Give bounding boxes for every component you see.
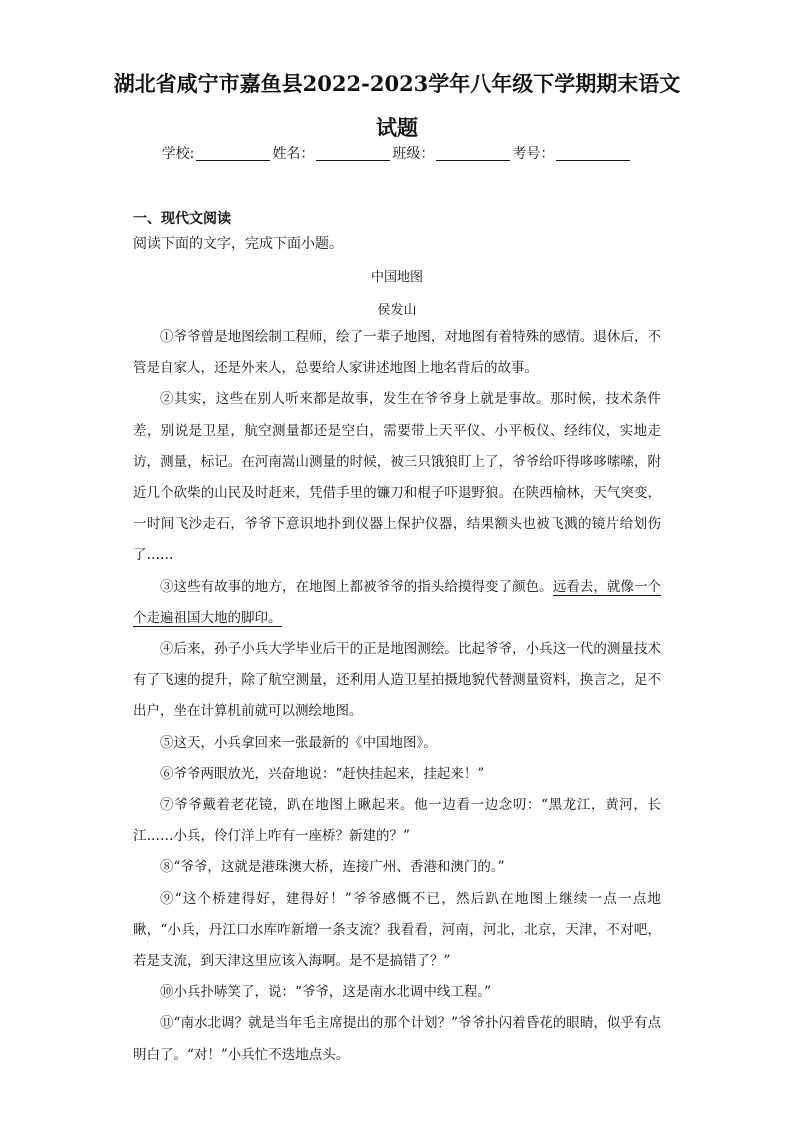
paragraph-3 [133, 572, 661, 634]
article-author: 侯发山 [377, 303, 417, 318]
paragraph-8: ⑧“爷爷，这就是港珠澳大桥，连接广州、香港和澳门的。” [160, 859, 505, 876]
paragraph-6: ⑥爷爷两眼放光，兴奋地说：“赶快挂起来，挂起来！” [160, 765, 485, 782]
paragraph-4: ④后来，孙子小兵大学毕业后干的正是地图测绘。比起爷爷，小兵这一代的测量技术有了飞速的提升，除了航空测量，还利用人造卫星拍摄地貌代替测量资料，换言之，足不出户，坐在计算机前就可以测绘地图。 [133, 641, 661, 720]
student-info-line [0, 143, 794, 163]
paragraph-11: ⑪“南水北调？就是当年毛主席提出的那个计划？”爷爷扑闪着昏花的眼睛，似乎有点明白了。“对！”小兵忙不迭地点头。 [133, 1015, 661, 1063]
paragraph-7: ⑦爷爷戴着老花镜，趴在地图上瞅起来。他一边看一边念叨：“黑龙江，黄河，长江……小兵，伶仃洋上咋有一座桥？新建的？” [133, 797, 661, 845]
article-body [133, 322, 661, 1071]
school-label: 学校: [161, 146, 195, 162]
paragraph-10: ⑩小兵扑哧笑了，说：“爷爷，这是南水北调中线工程。” [160, 984, 492, 1001]
paragraph-5: ⑤这天，小兵拿回来一张最新的《中国地图》。 [160, 734, 437, 751]
paragraph-1: ①爷爷曾是地图绘制工程师，绘了一辈子地图，对地图有着特殊的感情。退休后，不管是自家人，还是外来人，总要给人家讲述地图上地名背后的故事。 [133, 329, 661, 377]
section-instruction: 阅读下面的文字，完成下面小题。 [133, 236, 343, 252]
exam-no-label: 考号： [512, 146, 555, 162]
exam-title: 湖北省咸宁市嘉鱼县2022-2023学年八年级下学期期末语文试题 [113, 71, 681, 140]
article-title: 中国地图 [370, 270, 423, 285]
paragraph-2: ②其实，这些在别人听来都是故事，发生在爷爷身上就是事故。那时候，技术条件差，别说是卫星，航空测量都还是空白，需要带上天平仪、小平板仪、经纬仪，实地走访，测量，标记。在河南嵩山测量的时候，被三只饿狼盯上了，爷爷给吓得哆哆嗦嗦，附近几个砍柴的山民及时赶来，凭借手里的镰刀和棍子吓退野狼。在陕西榆林，天气突变，一时间飞沙走石，爷爷下意识地扑到仪器上保护仪器，结果额头也被飞溅的镜片给划伤了…… [133, 391, 661, 564]
section-heading: 一、现代文阅读 [133, 211, 231, 227]
paragraph-3-text: ③这些有故事的地方，在地图上都被爷爷的指头给摸得变了颜色。 [160, 578, 553, 595]
name-label: 姓名： [272, 146, 315, 162]
name-blank [316, 146, 390, 161]
underlined-sentence: 远看去，就像一个个走遍祖国大地的脚印。 [133, 578, 662, 626]
exam-no-blank [556, 146, 630, 161]
class-blank [436, 146, 510, 161]
paragraph-9: ⑨“这个桥建得好，建得好！”爷爷感慨不已，然后趴在地图上继续一点一点地瞅，“小兵，丹江口水库咋新增一条支流？我看看，河南，河北，北京，天津，不对吧，若是支流，到天津这里应该入海啊。是不是搞错了？” [133, 890, 661, 970]
school-blank [196, 146, 270, 161]
class-label: 班级： [392, 146, 435, 162]
